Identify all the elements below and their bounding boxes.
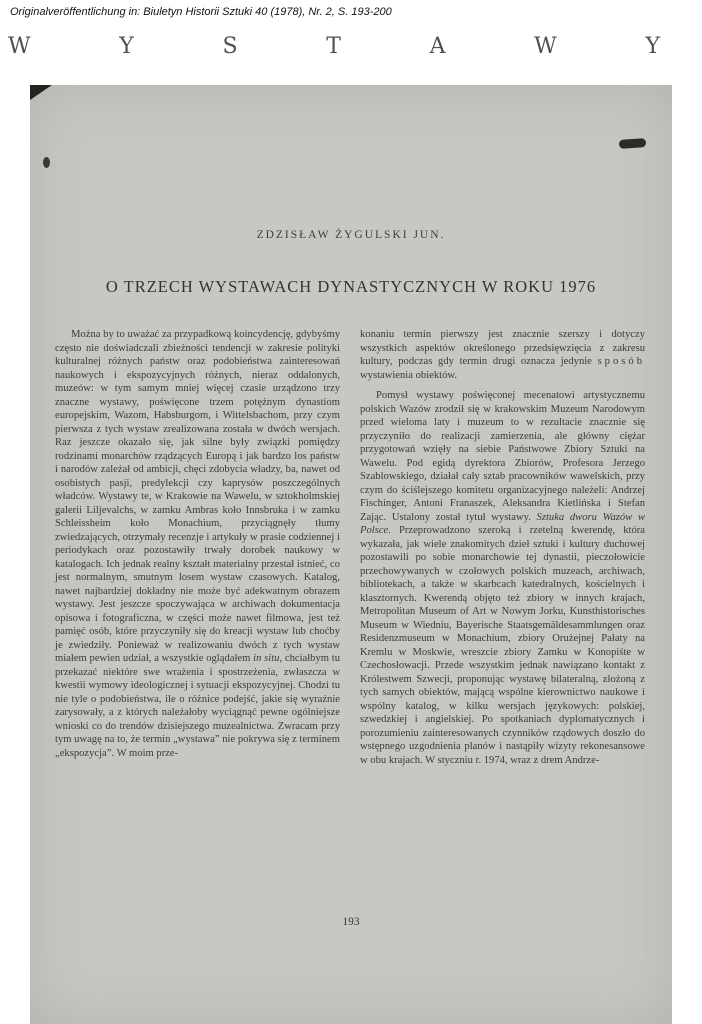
body-text: Przeprowadzono szeroką i rzetelną kwerendę, która wykazała, jak wiele znakomitych dzieł sztuki i kultury duchowej pozostawili po sobie monarchowie tej dynastii, pieczołowicie przechowywanych w czołowych polskich muzeach, archiwach, bibliotekach, a także w skarbcach katedralnych, kościelnych i klasztornych. Kwerendą objęto też zbiory w innych krajach, Metropolitan Museum of Art w Nowym Jorku, Kunsthistorisches Museum w Wiedniu, Bayerische Staatsgemäldesammlungen oraz Residenzmuseum w Monachium, zbiory Orużejnej Pałaty na Kremlu w Moskwie, wreszcie zbiory Zamku w Konopiśte w Czechosłowacji. Przede wszystkim jednak nawiązano kontakt z Królestwem Szwecji, proponując wystawę bilateralną, złożoną z tych samych obiektów, mającą wspólne kierownictwo naukowe i wspólny katalog, w kilku wersjach językowych: polskiej, szwedzkiej i angielskiej. Po spotkaniach dyplomatycznych i porozumieniu zainteresowanych czynników rządowych doszło do wstępnego uzgodnienia planów i nastąpiły wizyty rekonesansowe w obu krajach. W styczniu r. 1974, wraz z drem Andrze-: [360, 525, 645, 766]
section-header-letter: A: [429, 34, 446, 59]
scan-artifact-corner: [30, 85, 52, 100]
body-text: Pomysł wystawy poświęconej mecenatowi artystycznemu polskich Wazów zrodził się w krakowskim Muzeum Narodowym przed wieloma laty i muzeum to w rezultacie znacznie się przyczyniło do realizacji zamierzenia, ale główny ciężar przygotowań wzięły na siebie Państwowe Zbiory Sztuki na Wawelu. Pod egidą dyrektora Zbiorów, Profesora Jerzego Szablowskiego, działał cały sztab pracowników wawelskich, przy czym do ściślejszego komitetu organizacyjnego należeli: Andrzej Fischinger, Antoni Franaszek, Aleksandra Kietlińska i Stefan Zając. Ustalony został tytuł wystawy.: [360, 390, 645, 523]
body-text-italic: Sztuka dworu Wazów w Polsce.: [360, 511, 646, 536]
scanned-page: [30, 85, 672, 1024]
text-columns: [55, 328, 645, 767]
provenance-line: Originalveröffentlichung in: Biuletyn Historii Sztuki 40 (1978), Nr. 2, S. 193-200: [10, 6, 392, 18]
article-title: O TRZECH WYSTAWACH DYNASTYCZNYCH W ROKU 1976: [105, 277, 597, 296]
section-header-letter: W: [8, 34, 31, 59]
right-column-paragraph: [360, 389, 645, 767]
page-number: 193: [342, 916, 360, 928]
body-text: wystawienia obiektów.: [360, 369, 457, 381]
section-header-wystawy: [8, 34, 660, 59]
body-text: Można by to uważać za przypadkową koincydencję, gdybyśmy często nie doświadczali zbieżności tendencji w zakresie polityki kulturalnej różnych państw oraz podobieństwa zainteresowań naukowych i ekspozycyjnych różnych, nieraz oddalonych, muzeów: w tym samym mniej więcej czasie urządzono trzy znaczne wystawy, poświęcone trzem potężnym dynastiom europejskim, Wazom, Habsburgom, i Wittelsbachom, przy czym pierwsza z tych wystaw zrealizowana została w dwóch wersjach. Raz jeszcze okazało się, jak silne były związki pomiędzy rodzinami monarchów rządzących Europą i jak bardzo los państw i narodów zależał od ambicji, chęci zdobycia władzy, ba, nawet od osobistych pasji, predylekcji czy kaprysów poszczególnych władców. Wystawy te, w Krakowie na Wawelu, w sztokholmskiej galerii Liljevalchs, w zamku Ambras koło Innsbruka i w zamku Schleissheim koło Monachium, przyciągnęły tłumy zwiedzających, otrzymały recenzje i artykuły w prasie codziennej i periodykach oraz pozostawiły trwały dorobek naukowy w katalogach. Ich jednak realny kształt materialny przestał istnieć, co jest normalnym, smutnym losem wystaw czasowych. Katalog, nawet najbardziej dokładny nie może być adekwatnym obrazem wystawy. Jest jeszcze spoczywająca w archiwach dokumentacja opisowa i fotograficzna, w części może nawet filmowa, jest też pamięć osób, które przyczyniły się do kreacji wystaw lub choćby je zwiedziły. Ponieważ w realizowaniu dwóch z tych wystaw miałem pewien udział, a wszystkie oglądałem: [55, 329, 340, 664]
section-header-letter: Y: [119, 34, 134, 59]
section-header-letter: W: [534, 34, 557, 59]
author-name: ZDZISŁAW ŻYGULSKI JUN.: [256, 229, 446, 241]
body-text: , chciałbym tu przekazać niektóre swe wrażenia i spostrzeżenia, zwłaszcza w kwestii wymowy ideologicznej i sytuacji ekspozycyjnej. Chodzi tu nie tyle o podobieństwa, ile o różnice podejść, jakie się wyraźnie zarysowały, a z których należałoby wyciągnąć pewne ogólniejsze wnioski co do trendów dzisiejszego muzealnictwa. Zwracam przy tym uwagę na to, że termin „wystawa” nie pokrywa się z terminem „ekspozycja”. W moim prze-: [55, 653, 341, 759]
body-text-italic: in situ: [253, 653, 280, 664]
scan-artifact-blob: [619, 138, 647, 149]
section-header-letter: T: [326, 34, 341, 59]
right-column: [360, 328, 645, 767]
left-column: [55, 328, 340, 767]
right-column-paragraph-continuation: [360, 328, 645, 382]
left-column-paragraph: [55, 328, 340, 760]
scan-artifact-edge-mark: [43, 157, 50, 168]
section-header-letter: Y: [645, 34, 660, 59]
section-header-letter: S: [222, 34, 238, 59]
body-text-letterspaced: sposób: [597, 356, 645, 367]
body-text: konaniu termin pierwszy jest znacznie szerszy i dotyczy wszystkich aspektów określonego przedsięwzięcia z zakresu kultury, podczas gdy termin drugi oznacza jedynie: [360, 329, 645, 367]
